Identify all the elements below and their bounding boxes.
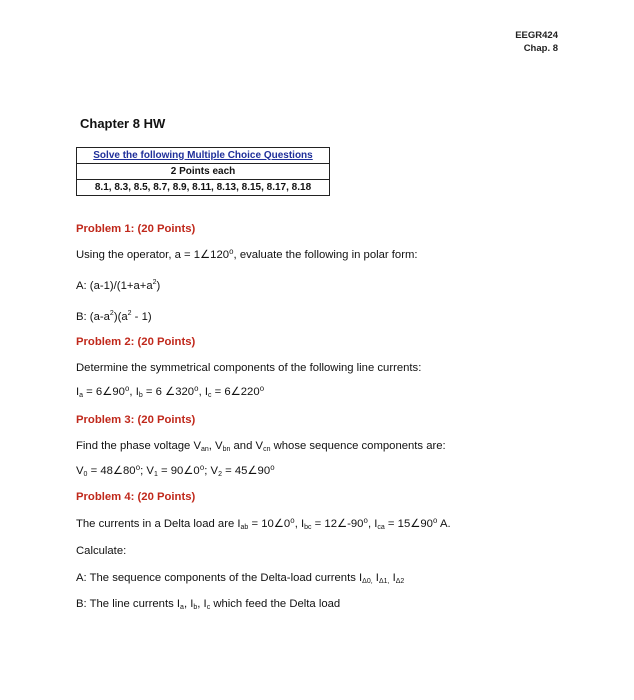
problem-3-intro: Find the phase voltage $V_{an}$, $V_{bn}$ and $V_{cn}$ whose sequence components are: — [76, 440, 446, 453]
page-title: Chapter 8 HW — [80, 116, 166, 131]
problem-4-intro: The currents in a Delta load are $I_{ab}$ = 10∠0⁰, $I_{bc}$ = 12∠-90⁰, $I_{ca}$ = 15∠90⁰ A. — [76, 518, 451, 531]
problem-4-part-b: B: The line currents $I_a$, $I_b$, $I_c$ which feed the Delta load — [76, 598, 341, 611]
problem-2-currents: $I_a$ = 6∠90⁰, $I_b = 6$ ∠320⁰, $I_c$ = 6∠220⁰ — [76, 386, 265, 399]
problem-4-calculate: Calculate: — [76, 545, 127, 557]
problem-4-part-a: A: The sequence components of the Delta-load currents $I_{\Delta 0,}$ $I_{\Delta 1,}$ $I_{\Delta 2}$ — [76, 572, 405, 585]
mc-points: 2 Points each — [77, 164, 330, 180]
document-header — [515, 29, 558, 55]
problem-3-components: $V_0$ = 48∠80⁰; $V_1$ = 90∠0⁰; $V_2$ = 45∠90⁰ — [76, 465, 275, 478]
mc-questions: 8.1, 8.3, 8.5, 8.7, 8.9, 8.11, 8.13, 8.15, 8.17, 8.18 — [77, 180, 330, 196]
problem-3-heading: Problem 3: (20 Points) — [76, 414, 196, 426]
problem-1-part-a: A: $(a-1)/(1+a+a^2)$ — [76, 279, 161, 292]
mc-heading: Solve the following Multiple Choice Questions — [77, 148, 330, 164]
problem-1-heading: Problem 1: (20 Points) — [76, 223, 196, 235]
problem-1-intro: Using the operator, a = 1∠120⁰, evaluate the following in polar form: — [76, 249, 418, 261]
chapter-label: Chap. 8 — [523, 43, 558, 54]
problem-4-heading: Problem 4: (20 Points) — [76, 491, 196, 503]
multiple-choice-box — [76, 147, 330, 196]
course-code: EEGR424 — [515, 30, 558, 41]
problem-2-heading: Problem 2: (20 Points) — [76, 336, 196, 348]
problem-1-part-b: B: $(a-a^2)(a^2 - 1)$ — [76, 310, 152, 323]
problem-2-intro: Determine the symmetrical components of the following line currents: — [76, 362, 422, 374]
